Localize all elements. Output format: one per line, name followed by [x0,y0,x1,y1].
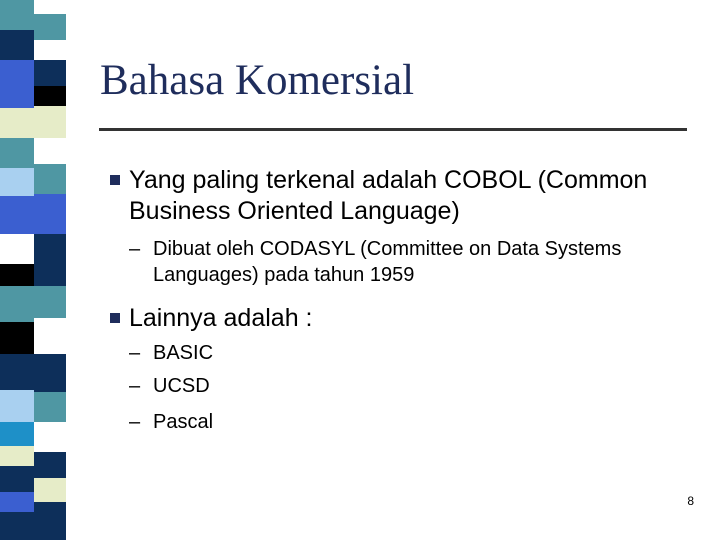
strip-block [0,354,34,390]
sub-bullet-text: UCSD [153,375,210,397]
strip-block [34,392,66,422]
page-number: 8 [687,494,694,508]
strip-block [34,452,66,478]
sub-bullet-text: BASIC [153,342,214,364]
dash-marker: – [129,238,141,260]
strip-block [0,0,34,30]
strip-block [34,318,66,354]
sub-bullet-item [129,236,669,288]
strip-block [0,234,34,264]
strip-block [0,466,34,492]
sub-bullet-text: Dibuat oleh CODASYL (Committee on Data Systems Languages) pada tahun 1959 [153,238,622,286]
strip-block [0,264,34,286]
strip-block [34,14,66,40]
strip-block [34,86,66,106]
bullet-item [110,303,670,334]
strip-block [34,234,66,286]
bullet-text: Lainnya adalah : [129,304,313,332]
strip-block [0,322,34,354]
strip-block [34,40,66,60]
square-bullet-icon [110,313,120,323]
strip-block [34,138,66,164]
title-underline [99,128,687,131]
strip-block [34,106,66,138]
slide-title: Bahasa Komersial [100,57,415,104]
decorative-left-strip [0,0,66,540]
dash-marker: – [129,411,141,433]
strip-block [34,502,66,540]
bullet-text: Yang paling terkenal adalah COBOL (Common Business Oriented Language) [129,166,648,225]
strip-block [34,194,66,234]
strip-block [0,168,34,196]
square-bullet-icon [110,175,120,185]
strip-block [0,422,34,446]
strip-block [0,30,34,60]
strip-block [0,108,34,138]
strip-block [34,422,66,452]
sub-bullet-text: Pascal [153,411,214,433]
strip-block [34,164,66,194]
strip-block [34,0,66,14]
dash-marker: – [129,342,141,364]
strip-block [0,286,34,322]
bullet-item [110,165,670,227]
strip-block [0,196,34,234]
dash-marker: – [129,375,141,397]
sub-bullet-item [129,409,669,435]
strip-block [0,60,34,108]
strip-block [34,286,66,318]
strip-block [34,478,66,502]
sub-bullet-item [129,373,669,399]
strip-block [34,354,66,392]
strip-block [0,138,34,168]
strip-block [0,512,34,540]
strip-block [34,60,66,86]
strip-block [0,390,34,422]
strip-block [0,492,34,512]
strip-block [0,446,34,466]
sub-bullet-item [129,340,669,366]
